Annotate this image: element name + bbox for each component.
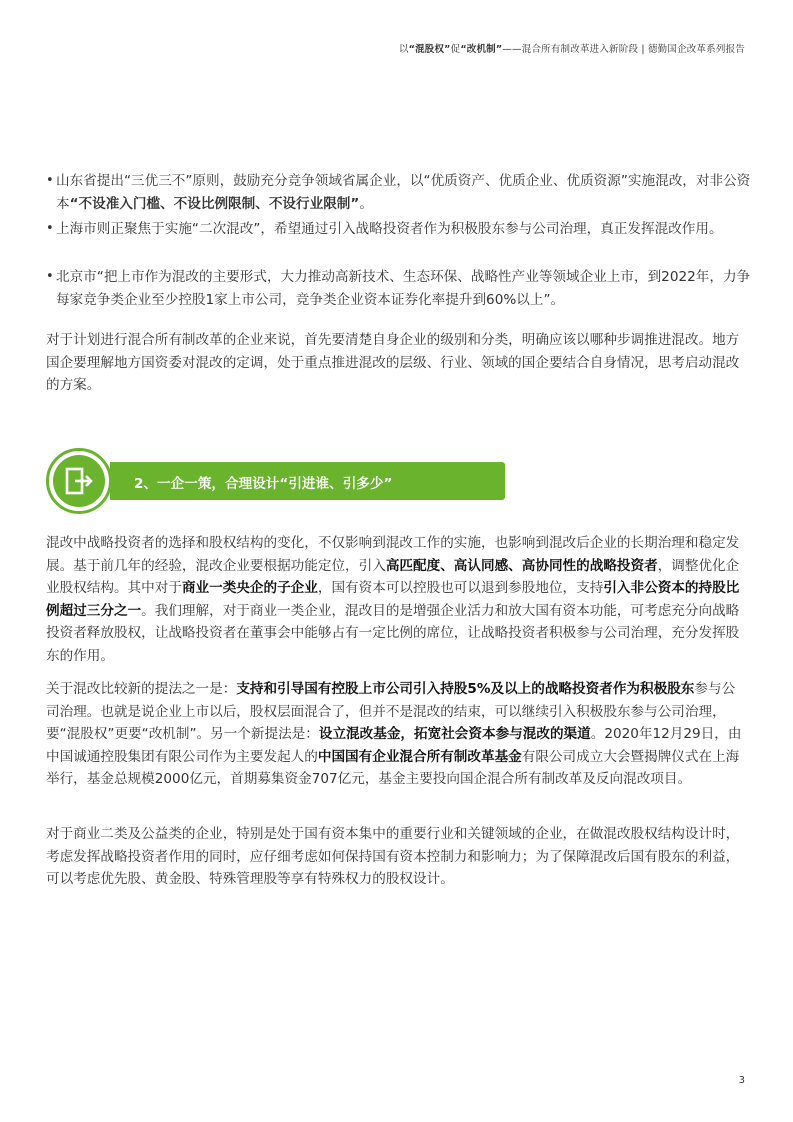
emphasis-text: 引入非公资本的持股比例超过三分之一 xyxy=(46,580,740,619)
body-text: 北京市“把上市作为混改的主要形式，大力推动高新技术、生态环保、战略性产业等领域企业上市，到2022年，力争每家竞争类企业至少控股1家上市公司，竞争类企业资本证券化率提升到60%以上”。 xyxy=(56,269,751,308)
header-quote2: “改机制” xyxy=(460,44,503,55)
bullet-item-beijing xyxy=(46,266,751,311)
header-part3: ——混合所有制改革进入新阶段 | 德勤国企改革系列报告 xyxy=(502,44,745,55)
section-icon-badge xyxy=(46,448,112,514)
header-part2: 促 xyxy=(450,44,461,55)
header-part1: 以 xyxy=(398,44,409,55)
body-text: 。我们理解，对于商业一类企业，混改目的是增强企业活力和放大国有资本功能，可考虑充分向战略投资者释放股权，让战略投资者在董事会中能够占有一定比例的席位，让战略投资者积极参与公司治理，充分发挥股东的作用。 xyxy=(46,602,740,664)
exit-door-icon xyxy=(64,466,94,496)
body-text: 。 xyxy=(359,195,373,212)
emphasis-text: 设立混改基金，拓宽社会资本参与混改的渠道 xyxy=(318,726,591,742)
body-text: ，调整优化企业股权结构。其中对于 xyxy=(46,557,740,596)
body-text: 关于混改比较新的提法之一是： xyxy=(46,681,237,697)
bullet-item-shandong xyxy=(46,170,751,215)
emphasis-text: 中国国有企业混合所有制改革基金 xyxy=(317,748,522,765)
section-heading: 2、一企一策，合理设计“引进谁、引多少” xyxy=(134,476,393,492)
body-text: 混改中战略投资者的选择和股权结构的变化，不仅影响到混改工作的实施，也影响到混改后企业的长期治理和稳定发展。基于前几年的经验，混改企业要根据功能定位，引入 xyxy=(46,535,740,574)
section-icon-circle xyxy=(53,455,105,507)
emphasis-text: 高匹配度、高认同感、高协同性的战略投资者 xyxy=(385,557,658,574)
body-text: ，国有资本可以控股也可以退到参股地位，支持 xyxy=(317,580,604,596)
header-quote1: “混股权” xyxy=(408,44,451,55)
bullet-dot: • xyxy=(46,221,54,236)
bullet-text xyxy=(56,269,750,308)
emphasis-text: “不设准入门槛、不设比例限制、不设行业限制” xyxy=(69,195,360,212)
bullet-text xyxy=(56,221,723,237)
body-text: 有限公司成立大会暨揭牌仪式在上海举行，基金总规模2000亿元，首期募集资金707亿元，基金主要投向国企混合所有制改革及反向混改项目。 xyxy=(46,748,740,787)
body-text: 山东省提出“三优三不”原则，鼓励充分竞争领域省属企业，以“优质资产、优质企业、优质资源”实施混改，对非公资本 xyxy=(56,173,751,212)
bullet-dot: • xyxy=(46,173,54,188)
body-text: 参与公司治理。也就是说企业上市以后，股权层面混合了，但并不是混改的结束，可以继续引入积极股东参与公司治理，要“混股权”更要“改机制”。另一个新提法是： xyxy=(46,681,736,742)
paragraph-commercial-type2 xyxy=(46,823,746,891)
body-text: 。2020年12月29日，由中国诚通控股集团有限公司作为主要发起人的 xyxy=(46,726,742,765)
body-text: 对于商业二类及公益类的企业，特别是处于国有资本集中的重要行业和关键领域的企业，在做混改股权结构设计时，考虑发挥战略投资者作用的同时，应仔细考虑如何保持国有资本控制力和影响力；为了保障混改后国有股东的利益，可以考虑优先股、黄金股、特殊管理股等享有特殊权力的股权设计。 xyxy=(46,826,740,887)
paragraph-strategic-investors xyxy=(46,532,746,667)
body-text: 上海市则正聚焦于实施“二次混改”，希望通过引入战略投资者作为积极股东参与公司治理，真正发挥混改作用。 xyxy=(56,221,723,237)
intro-paragraph: 对于计划进行混合所有制改革的企业来说，首先要清楚自身企业的级别和分类，明确应该以哪种步调推进混改。地方国企要理解地方国资委对混改的定调，处于重点推进混改的层级、行业、领域的国企要结合自身情况，思考启动混改的方案。 xyxy=(46,332,740,393)
page-number: 3 xyxy=(738,1075,745,1086)
bullet-dot: • xyxy=(46,269,54,284)
running-header xyxy=(399,41,745,55)
bullet-item-shanghai xyxy=(46,218,751,241)
emphasis-text: 支持和引导国有控股上市公司引入持股5%及以上的战略投资者作为积极股东 xyxy=(236,681,695,697)
emphasis-text: 商业一类央企的子企业 xyxy=(181,580,318,596)
bullet-text xyxy=(56,173,750,212)
paragraph-new-proposals xyxy=(46,678,746,791)
